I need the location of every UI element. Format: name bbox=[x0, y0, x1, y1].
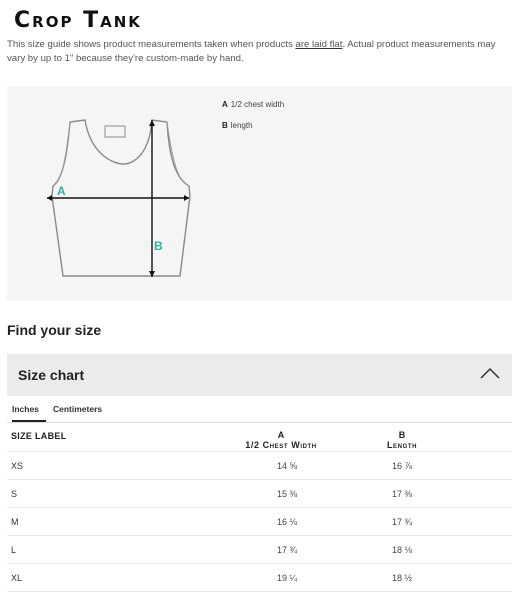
row-length: 16 ⅞ bbox=[391, 461, 413, 471]
row-length: 18 ½ bbox=[391, 573, 413, 583]
column-b-label: Length bbox=[386, 440, 418, 450]
row-chest-width: 16 ⅛ bbox=[276, 517, 298, 527]
size-table-header bbox=[7, 426, 512, 452]
crop-tank-diagram bbox=[7, 86, 512, 301]
column-a-label: 1/2 Chest Width bbox=[245, 440, 317, 450]
row-length: 18 ⅛ bbox=[391, 545, 413, 555]
size-chart-accordion-header[interactable] bbox=[7, 354, 512, 396]
row-size: XL bbox=[11, 573, 23, 583]
legend-length bbox=[222, 121, 253, 130]
row-size: M bbox=[11, 517, 19, 527]
find-your-size-heading: Find your size bbox=[7, 322, 102, 338]
row-length: 17 ¾ bbox=[391, 517, 413, 527]
row-size: L bbox=[11, 545, 17, 555]
legend-b-text: length bbox=[230, 121, 253, 130]
column-size-label: SIZE LABEL bbox=[11, 431, 67, 441]
tank-armhole-left bbox=[53, 122, 70, 186]
row-size: XS bbox=[11, 461, 24, 471]
row-length: 17 ⅜ bbox=[391, 489, 413, 499]
tab-centimeters[interactable]: Centimeters bbox=[53, 404, 103, 414]
tab-inches[interactable]: Inches bbox=[12, 404, 46, 422]
legend-a-letter: A bbox=[222, 100, 228, 109]
legend-chest-width bbox=[222, 100, 284, 109]
marker-b: B bbox=[154, 239, 163, 253]
intro-text-end: . Actual product measurements may vary by up to 1" because they're custom-made by hand. bbox=[7, 39, 496, 64]
legend-a-text: 1/2 chest width bbox=[230, 100, 285, 109]
tank-label-patch bbox=[105, 126, 125, 137]
marker-a: A bbox=[57, 184, 66, 198]
chevron-up-icon[interactable] bbox=[480, 367, 500, 379]
size-guide-intro bbox=[7, 38, 515, 66]
column-b-letter: B bbox=[398, 430, 406, 440]
row-size: S bbox=[11, 489, 18, 499]
chest-arrow-right-head bbox=[184, 195, 189, 201]
table-row bbox=[7, 452, 512, 480]
legend-b-letter: B bbox=[222, 121, 228, 130]
chest-arrow-left-head bbox=[47, 195, 52, 201]
table-row bbox=[7, 536, 512, 564]
laid-flat-link[interactable]: are laid flat bbox=[295, 39, 343, 50]
row-chest-width: 19 ¼ bbox=[276, 573, 298, 583]
tabs-divider bbox=[7, 422, 512, 423]
product-title: Crop Tank bbox=[14, 8, 142, 33]
row-chest-width: 15 ⅜ bbox=[276, 489, 298, 499]
table-row bbox=[7, 564, 512, 592]
table-row bbox=[7, 480, 512, 508]
intro-text-start: This size guide shows product measurements taken when products bbox=[7, 39, 296, 50]
column-chest-width bbox=[231, 430, 331, 450]
size-table bbox=[7, 426, 512, 592]
table-row bbox=[7, 508, 512, 536]
measurement-guide-panel bbox=[7, 86, 512, 301]
column-length bbox=[352, 430, 452, 450]
column-a-letter: A bbox=[277, 430, 285, 440]
size-chart-title: Size chart bbox=[18, 367, 85, 383]
row-chest-width: 14 ⅝ bbox=[276, 461, 298, 471]
row-chest-width: 17 ¾ bbox=[276, 545, 298, 555]
